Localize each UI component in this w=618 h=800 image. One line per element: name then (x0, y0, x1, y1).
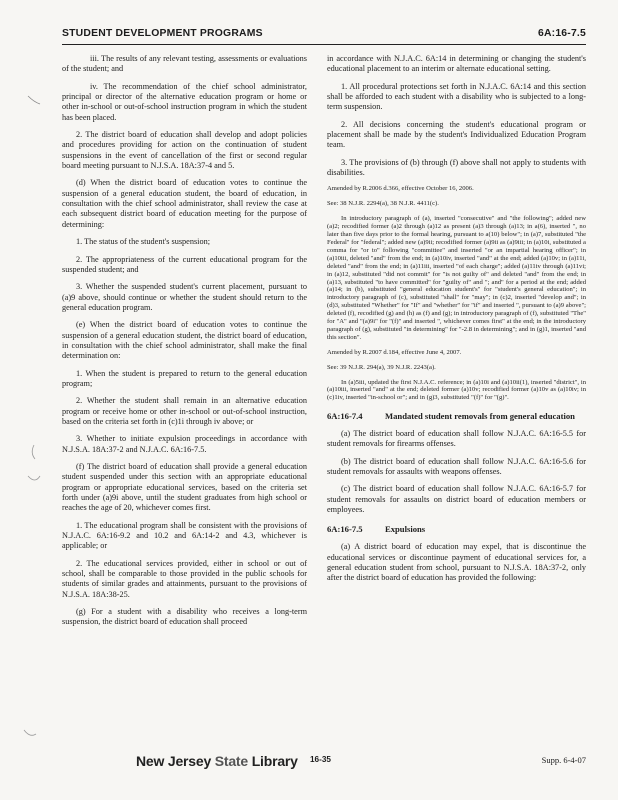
logo-text-part3: Library (248, 753, 298, 769)
margin-bracket-icon (26, 92, 42, 108)
paragraph: 3. Whether the suspended student's current placement, pursuant to (a)9 above, should continue or whether the student should return to the general education program. (62, 282, 307, 312)
right-column (327, 54, 586, 591)
paragraph: 2. The district board of education shall develop and adopt policies and procedures providing for action on the continuation of student suspensions in the event of cancellation of the first or second regular board meeting pursuant to N.J.S.A. 18A:37-4 and 5. (62, 130, 307, 171)
paragraph: 1. When the student is prepared to return to the general education program; (62, 368, 307, 388)
history-note: Amended by R.2007 d.184, effective June 4, 2007. (327, 348, 462, 356)
section-heading-title: Mandated student removals from general education (385, 411, 575, 422)
paragraph: (e) When the district board of education votes to continue the suspension of a general education student, the district board of education, in consultation with the chief school administrator, shall make the final determination on: (62, 320, 307, 361)
logo-text-part2: State (214, 753, 248, 769)
chapter-title: STUDENT DEVELOPMENT PROGRAMS (62, 28, 263, 39)
margin-bracket-icon (22, 726, 38, 742)
margin-bracket-icon (26, 444, 42, 460)
paragraph: (f) The district board of education shall provide a general education student suspended under this section with an appropriate educational program or appropriate educational services, based on the criteria set forth under (a)9i above, until the student graduates from high school or reaches the age of 20, whichever comes first. (62, 462, 307, 513)
paragraph: (g) For a student with a disability who receives a long-term suspension, the district board of education shall proceed (62, 607, 307, 627)
paragraph: 1. The educational program shall be consistent with the provisions of N.J.A.C. 6A:16-9.2 and 10.2 and 6A:14-2 and 4.3, whichever is applicable; or (62, 520, 307, 551)
paragraph: 1. All procedural protections set forth in N.J.A.C. 6A:14 and this section shall be afforded to each student with a disability who is subjected to a long-term suspension. (327, 81, 586, 112)
history-note: In (a)5iii, updated the first N.J.A.C. reference; in (a)10i and (a)10ii(1), inserted "district", in (a)10iii, inserted "and" at the end; deleted former (a)10v; recodified former (a)10v as (a)10iv; in (c)1iv, inserted "in-school or"; and in (g)3, substituted "(f)" for "(g)". (327, 378, 586, 402)
section-heading-number: 6A:16-7.4 (327, 411, 363, 422)
paragraph: iv. The recommendation of the chief school administrator, principal or director of the alternative education program or home or other in-school or out-of-school instruction program in which the student has been placed. (62, 81, 307, 122)
paragraph: 3. The provisions of (b) through (f) above shall not apply to students with disabilities. (327, 157, 586, 178)
margin-bracket-icon (26, 470, 42, 486)
section-heading-7-4 (327, 411, 586, 422)
paragraph: in accordance with N.J.A.C. 6A:14 in determining or changing the student's educational placement to an interim or alternate educational setting. (327, 54, 586, 74)
history-note: See: 39 N.J.R. 294(a), 39 N.J.R. 2243(a). (327, 363, 436, 371)
section-heading-7-5 (327, 524, 586, 535)
supplement-date: Supp. 6-4-07 (541, 755, 586, 765)
section-7-5-body (327, 542, 586, 583)
section-heading-number: 6A:16-7.5 (327, 524, 363, 535)
paragraph: (c) The district board of education shall follow N.J.A.C. 6A:16-5.7 for student removals for assaults on district board of education members or employees. (327, 484, 586, 515)
paragraph: 3. Whether to initiate expulsion proceedings in accordance with N.J.S.A. 18A:37-2 and N.J.A.C. 6A:16-7.5. (62, 434, 307, 454)
paragraph: (d) When the district board of education votes to continue the suspension of a general education student, the board of education, in consultation with the chief school administrator, shall review the case at each subsequent district board of education meeting for the purpose of determining: (62, 178, 307, 229)
paragraph: 2. The appropriateness of the current educational program for the suspended student; and (62, 254, 307, 274)
paragraph: 1. The status of the student's suspension; (76, 237, 211, 247)
paragraph: (a) The district board of education shall follow N.J.A.C. 6A:16-5.5 for student removals for firearms offenses. (327, 429, 586, 449)
logo-text-part1: New Jersey (136, 753, 215, 769)
section-number: 6A:16-7.5 (537, 28, 586, 39)
paragraph: 2. Whether the student shall remain in an alternative education program or receive home or other in-school or out-of-school instruction, based on the criteria set forth in (c)1i through iv above; or (62, 396, 307, 426)
paragraph: 2. All decisions concerning the student's educational program or placement shall be made by the student's Individualized Education Program team. (327, 119, 586, 150)
history-note: Amended by R.2006 d.366, effective October 16, 2006. (327, 185, 474, 193)
library-logo (136, 753, 298, 769)
running-header (62, 24, 586, 45)
left-column (62, 54, 307, 635)
section-heading-title: Expulsions (385, 524, 426, 535)
page-footer (62, 753, 586, 777)
paragraph: (b) The district board of education shall follow N.J.A.C. 6A:16-5.6 for student removals for assaults with weapons offenses. (327, 456, 586, 477)
paragraph: iii. The results of any relevant testing, assessments or evaluations of the student; and (62, 54, 307, 74)
right-column-continuation (327, 54, 586, 178)
history-note: See: 38 N.J.R. 2294(a), 38 N.J.R. 4411(c). (327, 200, 439, 208)
paragraph: 2. The educational services provided, either in school or out of school, shall be comparable to those provided in the public schools for students of similar grades and attainments, pursuant to the provisions of N.J.S.A. 18A:38-25. (62, 558, 307, 599)
history-notes (327, 185, 586, 402)
history-note: In introductory paragraph of (a), inserted "consecutive" and "the following"; added new (a)2; recodified former (a)2 through (a)12 as present (a)3 through (a)13; in a(6), inserted ", no later than five days prior to the formal hearing, pursuant to a(10) below"; in (a)7, substituted "the Federal" for "federal"; added new (a)9ii; recodified former (a)9ii as (a)9iii; in (a)10i, substituted a comma for "or to" following "committee" and inserted "or an impartial hearing officer"; in (a)10iii, deleted "and" from the end; in (a)10iv, inserted "and" at the end; added (a)10v; in (a)11i, deleted "and" from the end; in (a)11iii, inserted "of each charge"; added (a)11iv through (a)11vi; in (a)12, substituted "did not commit" for "is not guilty of" and deleted "and" from the end; in (a)13, substituted "to have committed" for "guilty of" and "; and" for a period at the end; added (a)14; in (b), substituted "general education student's" for "student's general education"; in introductory paragraph of (c), substituted "shall" for "may"; in (c)2, inserted "develop and"; in (d)3, substituted "Whether" for "If" and "whether" for "if" and inserted ", pursuant to (a)9 above"; deleted (f), recodified (g) and (h) as (f) and (g); in introductory paragraph of (f), substituted "The" for "A" and "(a)9i" for "(f)" and inserted ", whichever comes first" at the end; in the introductory paragraph of (g), substituted "in determining" for "-2.8 in determining"; and in (g)1, inserted "and this section". (327, 215, 586, 341)
section-7-4-body (327, 429, 586, 515)
page-number: 16-35 (310, 755, 331, 764)
paragraph: (a) A district board of education may expel, that is discontinue the educational services or discontinue payment of educational services for, a general education student from school, pursuant to N.J.S.A. 18A:37-2, only after the district board of education has provided the following: (327, 542, 586, 583)
